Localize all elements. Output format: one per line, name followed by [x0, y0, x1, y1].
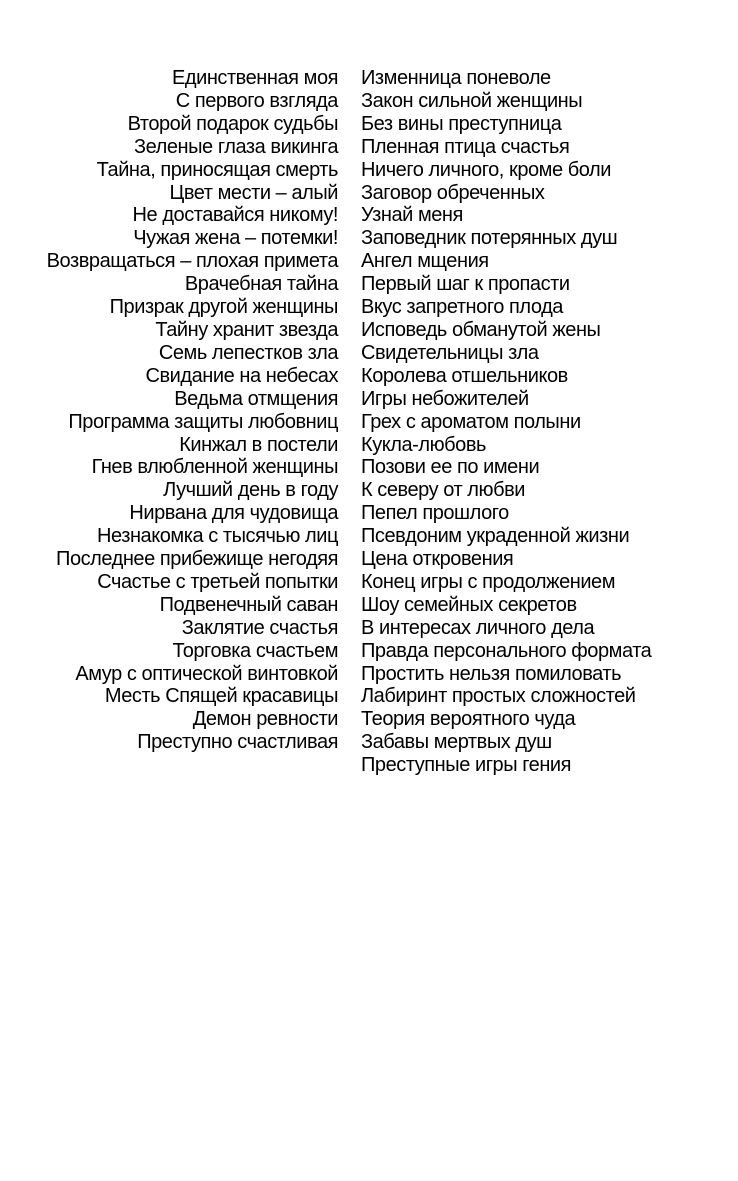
book-pair-row: [0, 342, 738, 365]
book-title-left: Врачебная тайна: [184, 273, 338, 296]
book-pair-row: [0, 525, 738, 548]
book-title-left: Счастье с третьей попытки: [97, 570, 338, 593]
book-title-left: Демон ревности: [192, 708, 338, 731]
book-pair-row: [0, 411, 738, 434]
book-pair-row: [0, 227, 738, 250]
book-title-right: Исповедь обманутой жены: [361, 318, 601, 341]
book-title-right: Кукла-любовь: [361, 433, 486, 456]
book-pair-row: [0, 571, 738, 594]
book-pair-row: [0, 159, 738, 182]
book-title-left: Последнее прибежище негодяя: [56, 548, 338, 571]
book-pair-row: [0, 456, 738, 479]
book-title-left: Амур с оптической винтовкой: [75, 662, 338, 685]
book-title-right: Лабиринт простых сложностей: [361, 685, 636, 708]
book-title-right: Правда персонального формата: [361, 639, 652, 662]
book-title-right: Преступные игры гения: [361, 754, 572, 777]
book-title-right: Пленная птица счастья: [361, 135, 570, 158]
book-title-right: Вкус запретного плода: [361, 296, 563, 319]
book-title-left: Возвращаться – плохая примета: [46, 250, 338, 273]
book-pair-row: [0, 754, 738, 777]
book-title-left: Единственная моя: [171, 67, 338, 89]
book-pair-row: [0, 617, 738, 640]
book-title-left: Второй подарок судьбы: [127, 112, 338, 135]
book-title-left: Цвет мести – алый: [169, 181, 338, 204]
book-pair-row: [0, 708, 738, 731]
book-pair-row: [0, 548, 738, 571]
book-title-right: К северу от любви: [361, 479, 525, 502]
book-title-left: С первого взгляда: [175, 89, 338, 112]
book-title-right: Конец игры с продолжением: [361, 570, 616, 593]
book-pair-row: [0, 434, 738, 457]
book-title-left: Преступно счастливая: [137, 731, 338, 754]
book-title-right: Заповедник потерянных душ: [361, 227, 618, 250]
book-title-right: Королева отшельников: [361, 364, 568, 387]
book-title-right: Без вины преступница: [361, 112, 562, 135]
book-pair-row: [0, 663, 738, 686]
book-title-left: Тайна, приносящая смерть: [96, 158, 338, 181]
book-pair-row: [0, 685, 738, 708]
book-pair-row: [0, 136, 738, 159]
book-pair-row: [0, 594, 738, 617]
book-title-right: Ангел мщения: [361, 250, 489, 273]
book-title-right: Закон сильной женщины: [361, 89, 583, 112]
book-title-left: Месть Спящей красавицы: [104, 685, 338, 708]
book-pair-row: [0, 296, 738, 319]
book-pair-row: [0, 479, 738, 502]
book-title-left: Не доставайся никому!: [132, 204, 338, 227]
book-pair-row: [0, 273, 738, 296]
book-title-left: Семь лепестков зла: [158, 341, 338, 364]
book-pair-row: [0, 731, 738, 754]
book-title-left: Подвенечный саван: [159, 593, 338, 616]
book-title-left: Незнакомка с тысячью лиц: [97, 525, 338, 548]
book-title-left: Кинжал в постели: [179, 433, 338, 456]
book-title-right: Грех с ароматом полыни: [361, 410, 581, 433]
book-title-right: Цена откровения: [361, 548, 514, 571]
book-title-right: Простить нельзя помиловать: [361, 662, 622, 685]
book-title-left: Чужая жена – потемки!: [133, 227, 338, 250]
book-pair-row: [0, 90, 738, 113]
book-pair-row: [0, 640, 738, 663]
book-title-left: Заклятие счастья: [181, 616, 338, 639]
book-pair-row: [0, 388, 738, 411]
book-title-right: Шоу семейных секретов: [361, 593, 577, 616]
book-title-right: Ничего личного, кроме боли: [361, 158, 611, 181]
book-title-left: Лучший день в году: [163, 479, 338, 502]
book-title-left: Призрак другой женщины: [109, 296, 338, 319]
book-title-right: Игры небожителей: [361, 387, 529, 410]
book-title-right: Пепел прошлого: [361, 502, 509, 525]
book-title-right: Свидетельницы зла: [361, 341, 539, 364]
book-title-right: Изменница поневоле: [361, 67, 551, 89]
book-title-left: Торговка счастьем: [172, 639, 338, 662]
book-title-right: Псевдоним украденной жизни: [361, 525, 630, 548]
book-title-right: Забавы мертвых душ: [361, 731, 552, 754]
book-title-right: Позови ее по имени: [361, 456, 540, 479]
book-title-left: Гнев влюбленной женщины: [91, 456, 338, 479]
book-pair-row: [0, 502, 738, 525]
book-title-right: Узнай меня: [361, 204, 463, 227]
book-title-left: Свидание на небесах: [145, 364, 338, 387]
book-title-left: Нирвана для чудовища: [129, 502, 338, 525]
book-pair-row: [0, 319, 738, 342]
book-pair-row: [0, 250, 738, 273]
book-title-right: Первый шаг к пропасти: [361, 273, 570, 296]
book-title-right: В интересах личного дела: [361, 616, 595, 639]
book-title-right: Заговор обреченных: [361, 181, 545, 204]
book-title-left: Программа защиты любовниц: [68, 410, 338, 433]
book-title-left: Зеленые глаза викинга: [134, 135, 338, 158]
book-pair-row: [0, 182, 738, 205]
series-title-list: [0, 67, 738, 777]
book-pair-row: [0, 204, 738, 227]
book-pair-row: [0, 365, 738, 388]
book-title-left: Тайну хранит звезда: [155, 318, 338, 341]
book-title-left: Ведьма отмщения: [174, 387, 338, 410]
book-pair-row: [0, 113, 738, 136]
book-title-right: Теория вероятного чуда: [361, 708, 576, 731]
book-pair-row: [0, 67, 738, 90]
